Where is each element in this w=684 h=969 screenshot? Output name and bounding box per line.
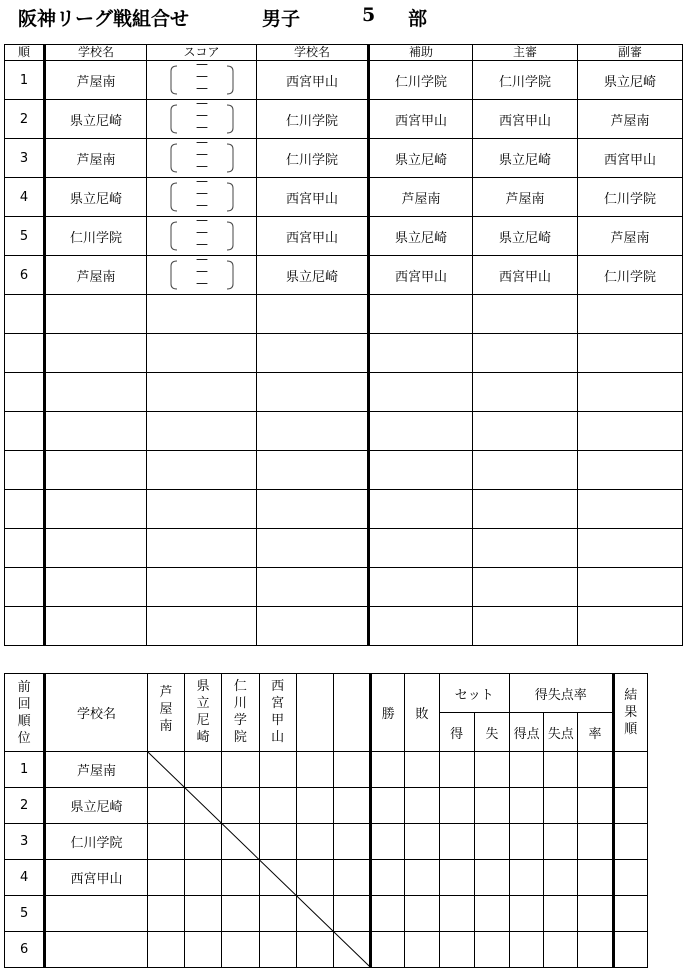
page-title: 阪神リーグ戦組合せ: [18, 8, 190, 30]
result-cell: [405, 788, 439, 824]
school-a-cell: 県立尼崎: [45, 178, 147, 217]
table-row: [5, 752, 648, 788]
vice-cell: 芦屋南: [578, 217, 683, 256]
result-cell: [613, 752, 647, 788]
score-dash: —: [196, 120, 208, 134]
result-cell: [259, 752, 296, 788]
vice-cell: 仁川学院: [578, 256, 683, 295]
score-dash: —: [196, 255, 208, 266]
school-cell: 県立尼崎: [45, 788, 148, 824]
col-header-opp-4: 西宮甲山: [259, 674, 296, 752]
school-cell: 仁川学院: [45, 824, 148, 860]
result-cell: [259, 824, 296, 860]
score-bracket: [147, 178, 256, 216]
result-cell: [147, 788, 184, 824]
result-cell: [439, 788, 474, 824]
vice-cell: 仁川学院: [578, 178, 683, 217]
result-cell: [222, 896, 259, 932]
result-cell: [578, 896, 613, 932]
score-cell: [147, 178, 257, 217]
aux-cell: 西宮甲山: [369, 256, 473, 295]
score-bracket: [147, 100, 256, 138]
col-header-opp-2: 県立尼崎: [185, 674, 222, 752]
school-b-cell: [257, 490, 369, 529]
result-cell: [544, 752, 578, 788]
school-b-cell: 西宮甲山: [257, 178, 369, 217]
result-cell: [333, 932, 370, 968]
result-cell: [544, 824, 578, 860]
col-header-point-rate: 得失点率: [510, 674, 614, 713]
chief-cell: [473, 373, 578, 412]
result-cell: [296, 896, 333, 932]
chief-cell: 芦屋南: [473, 178, 578, 217]
result-cell: [333, 860, 370, 896]
match-number: [5, 412, 45, 451]
school-b-cell: [257, 529, 369, 568]
vice-cell: 西宮甲山: [578, 139, 683, 178]
school-a-cell: [45, 568, 147, 607]
vice-cell: [578, 568, 683, 607]
score-cell: [147, 490, 257, 529]
table-row: [5, 295, 683, 334]
result-cell: [259, 896, 296, 932]
chief-cell: [473, 529, 578, 568]
school-a-cell: [45, 334, 147, 373]
col-header-opp-1: 芦屋南: [147, 674, 184, 752]
col-header-opp-3: 仁川学院: [222, 674, 259, 752]
score-dash: —: [196, 276, 208, 290]
col-header-school: 学校名: [45, 674, 148, 752]
result-cell: [474, 932, 509, 968]
result-cell: [147, 932, 184, 968]
table-row: [5, 490, 683, 529]
table-row: [5, 451, 683, 490]
col-header-points-loss: 失点: [544, 713, 578, 752]
match-number: [5, 568, 45, 607]
result-cell: [510, 896, 544, 932]
result-cell: [185, 896, 222, 932]
result-cell: [578, 788, 613, 824]
school-b-cell: [257, 451, 369, 490]
result-cell: [405, 752, 439, 788]
chief-cell: 仁川学院: [473, 61, 578, 100]
table-row: [5, 256, 683, 295]
result-cell: [222, 824, 259, 860]
school-a-cell: [45, 373, 147, 412]
result-cell: [613, 896, 647, 932]
match-number: [5, 451, 45, 490]
score-dash: —: [196, 264, 208, 278]
table-row: [5, 896, 648, 932]
score-dash: —: [196, 225, 208, 239]
result-cell: [296, 788, 333, 824]
result-cell: [147, 896, 184, 932]
vice-cell: [578, 295, 683, 334]
chief-cell: 県立尼崎: [473, 139, 578, 178]
school-a-cell: [45, 490, 147, 529]
result-cell: [510, 932, 544, 968]
result-cell: [371, 752, 405, 788]
col-header-school-a: 学校名: [45, 45, 147, 61]
result-cell: [613, 824, 647, 860]
score-cell: [147, 529, 257, 568]
score-bracket: [147, 139, 256, 177]
col-header-loss: 敗: [405, 674, 439, 752]
school-a-cell: 芦屋南: [45, 256, 147, 295]
result-cell: [185, 860, 222, 896]
match-number: [5, 490, 45, 529]
score-dash: —: [196, 177, 208, 188]
col-header-opp-6: [333, 674, 370, 752]
table-row: [5, 412, 683, 451]
result-cell: [405, 932, 439, 968]
score-dash: —: [196, 147, 208, 161]
score-cell: [147, 568, 257, 607]
school-b-cell: [257, 568, 369, 607]
aux-cell: [369, 568, 473, 607]
result-cell: [296, 932, 333, 968]
aux-cell: [369, 529, 473, 568]
school-b-cell: 県立尼崎: [257, 256, 369, 295]
chief-cell: [473, 412, 578, 451]
table-row: [5, 860, 648, 896]
vice-cell: [578, 334, 683, 373]
table-row: [5, 788, 648, 824]
result-cell: [259, 860, 296, 896]
prev-rank-cell: 5: [5, 896, 45, 932]
col-header-set-loss: 失: [474, 713, 509, 752]
score-dash: —: [196, 198, 208, 212]
prev-rank-cell: 3: [5, 824, 45, 860]
results-header-row-1: [5, 674, 648, 713]
result-cell: [371, 896, 405, 932]
match-number: 2: [5, 100, 45, 139]
match-schedule-table: [4, 44, 683, 646]
school-a-cell: [45, 607, 147, 646]
col-header-rate: 率: [578, 713, 613, 752]
col-header-chief: 主審: [473, 45, 578, 61]
col-header-win: 勝: [371, 674, 405, 752]
result-cell: [510, 824, 544, 860]
school-b-cell: [257, 607, 369, 646]
score-dash: —: [196, 159, 208, 173]
result-cell: [371, 860, 405, 896]
result-cell: [185, 824, 222, 860]
result-cell: [578, 860, 613, 896]
result-cell: [333, 752, 370, 788]
aux-cell: 県立尼崎: [369, 217, 473, 256]
score-cell: [147, 61, 257, 100]
score-bracket: [147, 61, 256, 99]
school-a-cell: [45, 529, 147, 568]
aux-cell: 芦屋南: [369, 178, 473, 217]
result-cell: [474, 860, 509, 896]
result-cell: [578, 932, 613, 968]
score-dash: —: [196, 237, 208, 251]
aux-cell: [369, 295, 473, 334]
table-row: [5, 373, 683, 412]
result-cell: [147, 860, 184, 896]
result-cell: [371, 788, 405, 824]
score-cell: [147, 256, 257, 295]
result-cell: [439, 752, 474, 788]
result-cell: [333, 788, 370, 824]
table-row: [5, 139, 683, 178]
result-cell: [510, 752, 544, 788]
table-row: [5, 178, 683, 217]
chief-cell: [473, 607, 578, 646]
school-b-cell: [257, 334, 369, 373]
score-dash: —: [196, 216, 208, 227]
match-number: 5: [5, 217, 45, 256]
score-dash: —: [196, 60, 208, 71]
chief-cell: [473, 334, 578, 373]
chief-cell: [473, 568, 578, 607]
result-cell: [371, 824, 405, 860]
table-row: [5, 334, 683, 373]
score-cell: [147, 100, 257, 139]
vice-cell: [578, 607, 683, 646]
score-cell: [147, 217, 257, 256]
match-number: [5, 529, 45, 568]
school-a-cell: 県立尼崎: [45, 100, 147, 139]
result-cell: [544, 896, 578, 932]
col-header-score: スコア: [147, 45, 257, 61]
result-cell: [296, 824, 333, 860]
gender-label: 男子: [262, 8, 301, 30]
result-cell: [185, 788, 222, 824]
score-dash: —: [196, 186, 208, 200]
score-cell: [147, 139, 257, 178]
chief-cell: [473, 490, 578, 529]
prev-rank-cell: 6: [5, 932, 45, 968]
result-cell: [544, 860, 578, 896]
result-cell: [510, 860, 544, 896]
score-cell: [147, 295, 257, 334]
chief-cell: 西宮甲山: [473, 100, 578, 139]
result-cell: [544, 788, 578, 824]
result-cell: [296, 752, 333, 788]
score-dash: —: [196, 138, 208, 149]
result-cell: [147, 824, 184, 860]
result-cell: [296, 860, 333, 896]
match-number: 1: [5, 61, 45, 100]
result-cell: [333, 896, 370, 932]
col-header-result-rank: 結果順: [613, 674, 647, 752]
aux-cell: [369, 334, 473, 373]
score-dash: —: [196, 81, 208, 95]
aux-cell: [369, 412, 473, 451]
result-cell: [222, 752, 259, 788]
result-cell: [222, 860, 259, 896]
school-a-cell: [45, 295, 147, 334]
school-b-cell: 西宮甲山: [257, 217, 369, 256]
result-cell: [613, 860, 647, 896]
school-b-cell: [257, 373, 369, 412]
result-cell: [147, 752, 184, 788]
vice-cell: [578, 529, 683, 568]
table-row: [5, 607, 683, 646]
school-b-cell: 西宮甲山: [257, 61, 369, 100]
score-bracket: [147, 256, 256, 294]
result-cell: [222, 932, 259, 968]
result-cell: [474, 824, 509, 860]
score-dash: —: [196, 99, 208, 110]
result-cell: [405, 860, 439, 896]
prev-rank-cell: 1: [5, 752, 45, 788]
result-cell: [578, 824, 613, 860]
result-cell: [259, 788, 296, 824]
match-number: 4: [5, 178, 45, 217]
result-cell: [222, 788, 259, 824]
school-cell: [45, 932, 148, 968]
score-cell: [147, 334, 257, 373]
aux-cell: [369, 373, 473, 412]
vice-cell: [578, 490, 683, 529]
school-a-cell: 芦屋南: [45, 61, 147, 100]
result-cell: [474, 788, 509, 824]
school-b-cell: 仁川学院: [257, 139, 369, 178]
table-row: [5, 217, 683, 256]
school-a-cell: 仁川学院: [45, 217, 147, 256]
result-cell: [510, 788, 544, 824]
col-header-set-gain: 得: [439, 713, 474, 752]
aux-cell: [369, 451, 473, 490]
chief-cell: [473, 295, 578, 334]
match-number: [5, 373, 45, 412]
result-cell: [474, 752, 509, 788]
match-number: [5, 295, 45, 334]
result-cell: [185, 752, 222, 788]
result-cell: [439, 932, 474, 968]
aux-cell: [369, 607, 473, 646]
result-cell: [371, 932, 405, 968]
schedule-header-row: [5, 45, 683, 61]
aux-cell: 西宮甲山: [369, 100, 473, 139]
division-label: 部: [408, 8, 428, 30]
school-a-cell: [45, 451, 147, 490]
col-header-points-gain: 得点: [510, 713, 544, 752]
score-cell: [147, 373, 257, 412]
col-header-order: 順: [5, 45, 45, 61]
school-b-cell: [257, 412, 369, 451]
result-cell: [259, 932, 296, 968]
score-cell: [147, 607, 257, 646]
col-header-opp-5: [296, 674, 333, 752]
chief-cell: [473, 451, 578, 490]
score-cell: [147, 451, 257, 490]
table-row: [5, 824, 648, 860]
match-number: 3: [5, 139, 45, 178]
result-cell: [613, 932, 647, 968]
chief-cell: 県立尼崎: [473, 217, 578, 256]
col-header-aux: 補助: [369, 45, 473, 61]
division-number: 5: [362, 4, 376, 26]
result-cell: [333, 824, 370, 860]
col-header-set: セット: [439, 674, 509, 713]
result-cell: [578, 752, 613, 788]
school-a-cell: 芦屋南: [45, 139, 147, 178]
score-dash: —: [196, 108, 208, 122]
score-bracket: [147, 217, 256, 255]
table-row: [5, 100, 683, 139]
table-row: [5, 568, 683, 607]
chief-cell: 西宮甲山: [473, 256, 578, 295]
vice-cell: 県立尼崎: [578, 61, 683, 100]
school-cell: [45, 896, 148, 932]
result-cell: [439, 860, 474, 896]
aux-cell: 仁川学院: [369, 61, 473, 100]
result-cell: [185, 932, 222, 968]
result-cell: [439, 896, 474, 932]
prev-rank-cell: 4: [5, 860, 45, 896]
match-number: [5, 334, 45, 373]
prev-rank-cell: 2: [5, 788, 45, 824]
result-cell: [474, 896, 509, 932]
vice-cell: [578, 451, 683, 490]
col-header-prev-rank: 前回順位: [5, 674, 45, 752]
table-row: [5, 932, 648, 968]
school-cell: 芦屋南: [45, 752, 148, 788]
score-cell: [147, 412, 257, 451]
school-b-cell: 仁川学院: [257, 100, 369, 139]
result-cell: [405, 824, 439, 860]
vice-cell: [578, 412, 683, 451]
vice-cell: [578, 373, 683, 412]
match-number: 6: [5, 256, 45, 295]
table-row: [5, 61, 683, 100]
result-cell: [613, 788, 647, 824]
table-row: [5, 529, 683, 568]
aux-cell: [369, 490, 473, 529]
aux-cell: 県立尼崎: [369, 139, 473, 178]
col-header-school-b: 学校名: [257, 45, 369, 61]
match-number: [5, 607, 45, 646]
col-header-vice: 副審: [578, 45, 683, 61]
score-dash: —: [196, 69, 208, 83]
school-a-cell: [45, 412, 147, 451]
school-b-cell: [257, 295, 369, 334]
results-table: [4, 673, 648, 968]
school-cell: 西宮甲山: [45, 860, 148, 896]
vice-cell: 芦屋南: [578, 100, 683, 139]
result-cell: [439, 824, 474, 860]
result-cell: [544, 932, 578, 968]
result-cell: [405, 896, 439, 932]
